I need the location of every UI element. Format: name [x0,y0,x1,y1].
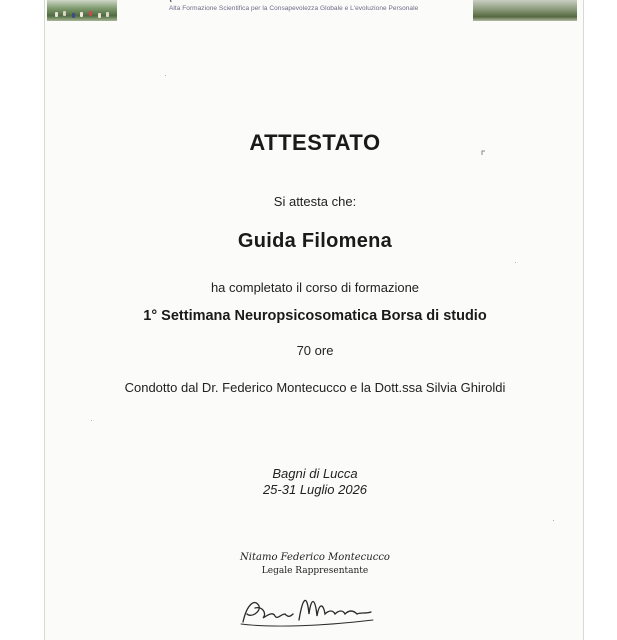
attesta-text: Si attesta che: [273,194,357,209]
stray-mark-icon [481,150,486,156]
organization-logo-icon [157,0,173,4]
course-name: 1° Settimana Neuropsicosomatica Borsa di studio [143,308,487,324]
handwritten-signature [233,584,383,634]
signer-role: Legale Rappresentante [261,566,369,576]
certificate-title: ATTESTATO [249,130,381,155]
course-hours: 70 ore [296,343,334,358]
header-tagline: Alta Formazione Scientifica per la Consapevolezza Globale e L'evoluzione Personale [169,5,419,12]
course-dates: 25-31 Luglio 2026 [262,482,368,497]
recipient-name: Guida Filomena [237,230,393,252]
completed-text: ha completato il corso di formazione [210,280,420,295]
certificate-page [44,0,584,640]
header-photo-right [473,0,577,21]
conducted-by-text: Condotto dal Dr. Federico Montecucco e la Dott.ssa Silvia Ghiroldi [124,380,506,395]
header-photo-left [47,0,117,21]
signer-name: Nitamo Federico Montecucco [240,552,390,563]
course-place: Bagni di Lucca [272,466,358,481]
